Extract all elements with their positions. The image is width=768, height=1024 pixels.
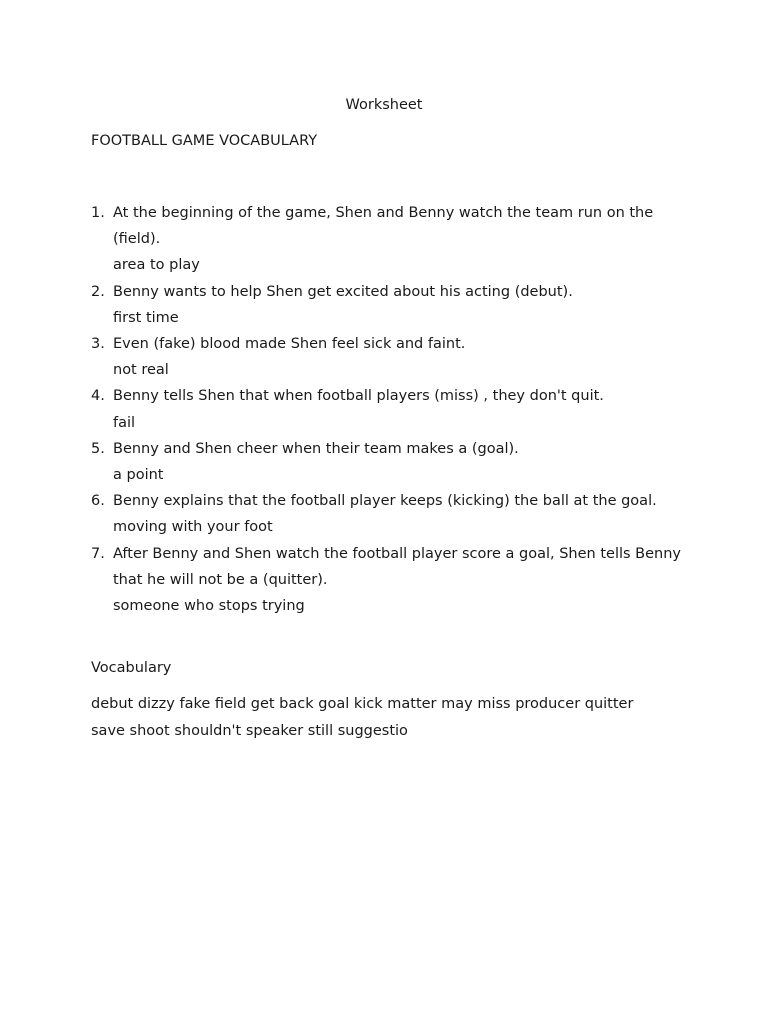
question-text: After Benny and Shen watch the football player score a goal, Shen tells Benny that he will not be a (quitter). xyxy=(113,545,681,588)
vocabulary-label: Vocabulary xyxy=(91,660,172,676)
question-answer: a point xyxy=(113,467,164,484)
question-text: Benny explains that the football player keeps (kicking) the ball at the goal. xyxy=(113,493,657,510)
question-number: 4. xyxy=(91,388,105,405)
list-item xyxy=(91,541,691,620)
list-item xyxy=(91,331,691,383)
question-answer: first time xyxy=(113,309,179,326)
question-answer: not real xyxy=(113,362,169,379)
question-answer: moving with your foot xyxy=(113,519,273,536)
question-number: 7. xyxy=(91,545,105,562)
question-text: Benny tells Shen that when football players (miss) , they don't quit. xyxy=(113,388,604,405)
list-item xyxy=(91,436,691,488)
question-answer: fail xyxy=(113,414,136,431)
question-text: Even (fake) blood made Shen feel sick and faint. xyxy=(113,336,466,353)
page-title: Worksheet xyxy=(345,97,423,113)
question-answer: area to play xyxy=(113,257,200,274)
section-heading: FOOTBALL GAME VOCABULARY xyxy=(91,133,318,149)
question-list xyxy=(91,200,691,619)
list-item xyxy=(91,383,691,435)
question-number: 5. xyxy=(91,440,105,457)
question-text: Benny and Shen cheer when their team makes a (goal). xyxy=(113,440,519,457)
question-number: 2. xyxy=(91,283,105,300)
list-item xyxy=(91,200,691,279)
question-text: Benny wants to help Shen get excited about his acting (debut). xyxy=(113,283,573,300)
question-number: 1. xyxy=(91,205,105,221)
question-number: 3. xyxy=(91,336,105,353)
list-item xyxy=(91,488,691,540)
question-text: At the beginning of the game, Shen and Benny watch the team run on the (field). xyxy=(113,205,654,248)
question-answer: someone who stops trying xyxy=(113,598,305,615)
list-item xyxy=(91,279,691,331)
question-number: 6. xyxy=(91,493,105,510)
vocabulary-word-list: debut dizzy fake field get back goal kick matter may miss producer quitter save shoot shouldn't speaker still suggestio xyxy=(91,696,634,739)
